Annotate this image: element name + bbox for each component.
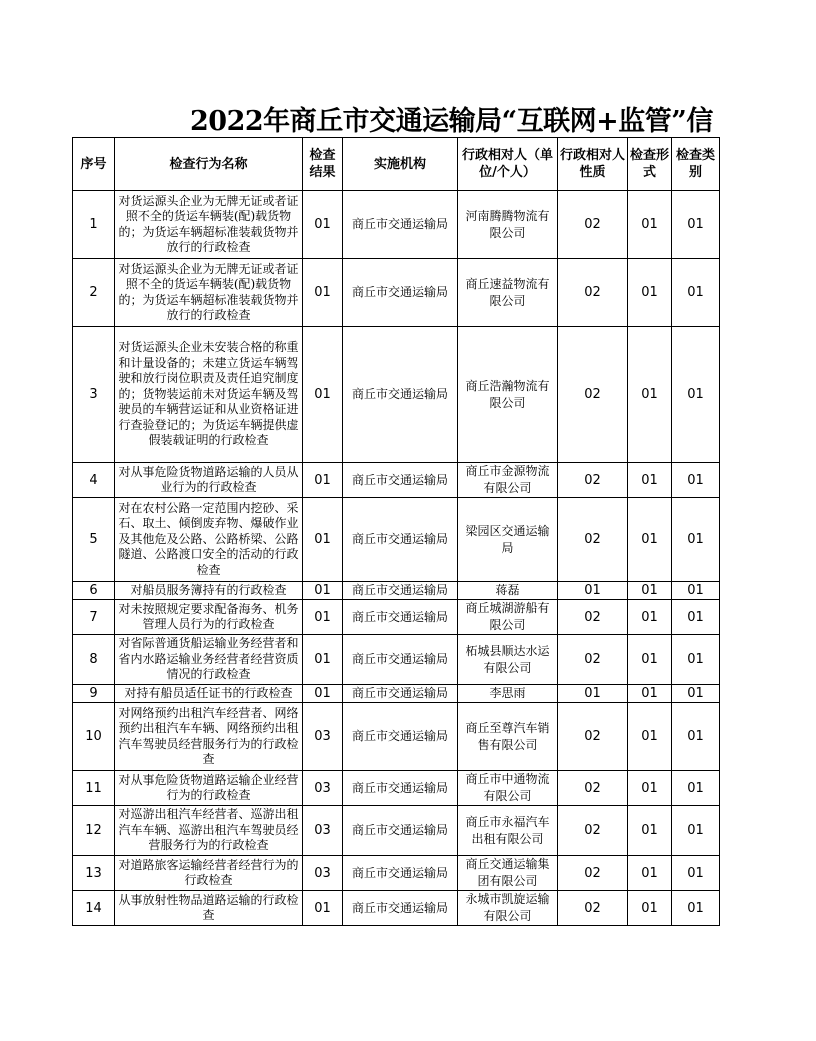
cell-org: 商丘市交通运输局	[343, 498, 458, 582]
cell-form: 01	[628, 856, 672, 891]
cell-category: 01	[672, 600, 720, 635]
cell-org: 商丘市交通运输局	[343, 463, 458, 498]
cell-party: 商丘速益物流有限公司	[458, 259, 558, 327]
cell-org: 商丘市交通运输局	[343, 685, 458, 703]
cell-action: 对省际普通货船运输业务经营者和省内水路运输业务经营者经营资质情况的行政检查	[115, 635, 303, 685]
cell-result: 01	[303, 259, 343, 327]
cell-action: 对持有船员适任证书的行政检查	[115, 685, 303, 703]
cell-seq: 1	[73, 191, 115, 259]
cell-org: 商丘市交通运输局	[343, 327, 458, 463]
cell-seq: 9	[73, 685, 115, 703]
cell-form: 01	[628, 891, 672, 926]
table-row	[73, 703, 720, 771]
cell-action: 对未按照规定要求配备海务、机务管理人员行为的行政检查	[115, 600, 303, 635]
cell-nature: 02	[558, 771, 628, 806]
header-nature: 行政相对人性质	[558, 138, 628, 191]
cell-category: 01	[672, 685, 720, 703]
cell-form: 01	[628, 635, 672, 685]
cell-result: 01	[303, 498, 343, 582]
header-result: 检查结果	[303, 138, 343, 191]
cell-form: 01	[628, 582, 672, 600]
cell-nature: 02	[558, 856, 628, 891]
cell-category: 01	[672, 771, 720, 806]
cell-form: 01	[628, 463, 672, 498]
cell-nature: 02	[558, 463, 628, 498]
cell-seq: 14	[73, 891, 115, 926]
table-row	[73, 806, 720, 856]
cell-action: 对在农村公路一定范围内挖砂、采石、取土、倾倒废弃物、爆破作业及其他危及公路、公路桥梁、公路隧道、公路渡口安全的活动的行政检查	[115, 498, 303, 582]
cell-action: 对货运源头企业为无牌无证或者证照不全的货运车辆装(配)载货物的；为货运车辆超标准装载货物并放行的行政检查	[115, 259, 303, 327]
cell-action: 对货运源头企业为无牌无证或者证照不全的货运车辆装(配)载货物的；为货运车辆超标准装载货物并放行的行政检查	[115, 191, 303, 259]
cell-category: 01	[672, 806, 720, 856]
cell-seq: 6	[73, 582, 115, 600]
cell-party: 商丘交通运输集团有限公司	[458, 856, 558, 891]
inspection-table	[72, 137, 720, 926]
cell-result: 03	[303, 856, 343, 891]
cell-nature: 01	[558, 582, 628, 600]
cell-category: 01	[672, 891, 720, 926]
cell-action: 对从事危险货物道路运输企业经营行为的行政检查	[115, 771, 303, 806]
cell-result: 01	[303, 463, 343, 498]
cell-result: 01	[303, 327, 343, 463]
cell-category: 01	[672, 259, 720, 327]
cell-org: 商丘市交通运输局	[343, 856, 458, 891]
header-seq: 序号	[73, 138, 115, 191]
cell-org: 商丘市交通运输局	[343, 891, 458, 926]
cell-party: 河南腾腾物流有限公司	[458, 191, 558, 259]
cell-party: 商丘市永福汽车出租有限公司	[458, 806, 558, 856]
header-form: 检查形式	[628, 138, 672, 191]
cell-party: 商丘市中通物流有限公司	[458, 771, 558, 806]
cell-party: 永城市凯旋运输有限公司	[458, 891, 558, 926]
cell-result: 01	[303, 191, 343, 259]
cell-org: 商丘市交通运输局	[343, 703, 458, 771]
cell-result: 01	[303, 600, 343, 635]
cell-category: 01	[672, 327, 720, 463]
cell-action: 对巡游出租汽车经营者、巡游出租汽车车辆、巡游出租汽车驾驶员经营服务行为的行政检查	[115, 806, 303, 856]
cell-category: 01	[672, 856, 720, 891]
cell-result: 03	[303, 703, 343, 771]
cell-seq: 10	[73, 703, 115, 771]
cell-action: 对船员服务簿持有的行政检查	[115, 582, 303, 600]
cell-seq: 8	[73, 635, 115, 685]
cell-nature: 02	[558, 259, 628, 327]
cell-result: 01	[303, 891, 343, 926]
cell-party: 商丘浩瀚物流有限公司	[458, 327, 558, 463]
cell-seq: 11	[73, 771, 115, 806]
cell-org: 商丘市交通运输局	[343, 191, 458, 259]
table-row	[73, 891, 720, 926]
document-title: 2022年商丘市交通运输局“互联网+监管”信	[190, 106, 713, 137]
cell-party: 蒋磊	[458, 582, 558, 600]
cell-category: 01	[672, 635, 720, 685]
table-row	[73, 259, 720, 327]
cell-form: 01	[628, 498, 672, 582]
table-row	[73, 191, 720, 259]
cell-seq: 12	[73, 806, 115, 856]
header-action: 检查行为名称	[115, 138, 303, 191]
cell-nature: 02	[558, 498, 628, 582]
cell-form: 01	[628, 685, 672, 703]
cell-form: 01	[628, 191, 672, 259]
cell-nature: 02	[558, 635, 628, 685]
table-row	[73, 463, 720, 498]
table-row	[73, 635, 720, 685]
cell-action: 对货运源头企业未安装合格的称重和计量设备的；未建立货运车辆驾驶和放行岗位职责及责任追究制度的；货物装运前未对货运车辆及驾驶员的车辆营运证和从业资格证进行查验登记的；为货运车辆提供虚假装载证明的行政检查	[115, 327, 303, 463]
cell-action: 对网络预约出租汽车经营者、网络预约出租汽车车辆、网络预约出租汽车驾驶员经营服务行为的行政检查	[115, 703, 303, 771]
cell-form: 01	[628, 771, 672, 806]
cell-nature: 02	[558, 191, 628, 259]
cell-form: 01	[628, 259, 672, 327]
cell-category: 01	[672, 463, 720, 498]
cell-category: 01	[672, 703, 720, 771]
table-row	[73, 856, 720, 891]
cell-seq: 2	[73, 259, 115, 327]
cell-seq: 3	[73, 327, 115, 463]
cell-action: 从事放射性物品道路运输的行政检查	[115, 891, 303, 926]
cell-form: 01	[628, 703, 672, 771]
cell-party: 商丘至尊汽车销售有限公司	[458, 703, 558, 771]
cell-org: 商丘市交通运输局	[343, 259, 458, 327]
cell-org: 商丘市交通运输局	[343, 771, 458, 806]
cell-party: 李思雨	[458, 685, 558, 703]
table-row	[73, 498, 720, 582]
cell-org: 商丘市交通运输局	[343, 600, 458, 635]
header-row	[73, 138, 720, 191]
cell-nature: 02	[558, 327, 628, 463]
cell-result: 03	[303, 771, 343, 806]
cell-form: 01	[628, 600, 672, 635]
cell-party: 商丘城湖游船有限公司	[458, 600, 558, 635]
header-party: 行政相对人（单位/个人）	[458, 138, 558, 191]
cell-nature: 02	[558, 806, 628, 856]
header-category: 检查类别	[672, 138, 720, 191]
cell-nature: 01	[558, 685, 628, 703]
cell-seq: 4	[73, 463, 115, 498]
cell-nature: 02	[558, 703, 628, 771]
table-row	[73, 600, 720, 635]
cell-nature: 02	[558, 600, 628, 635]
cell-nature: 02	[558, 891, 628, 926]
cell-action: 对从事危险货物道路运输的人员从业行为的行政检查	[115, 463, 303, 498]
header-org: 实施机构	[343, 138, 458, 191]
cell-party: 梁园区交通运输局	[458, 498, 558, 582]
cell-result: 03	[303, 806, 343, 856]
cell-org: 商丘市交通运输局	[343, 582, 458, 600]
cell-result: 01	[303, 685, 343, 703]
cell-seq: 7	[73, 600, 115, 635]
cell-result: 01	[303, 582, 343, 600]
table-row	[73, 685, 720, 703]
cell-result: 01	[303, 635, 343, 685]
cell-action: 对道路旅客运输经营者经营行为的行政检查	[115, 856, 303, 891]
cell-org: 商丘市交通运输局	[343, 806, 458, 856]
cell-category: 01	[672, 191, 720, 259]
cell-category: 01	[672, 498, 720, 582]
cell-party: 商丘市金源物流有限公司	[458, 463, 558, 498]
table-row	[73, 582, 720, 600]
cell-seq: 13	[73, 856, 115, 891]
cell-form: 01	[628, 327, 672, 463]
cell-form: 01	[628, 806, 672, 856]
cell-category: 01	[672, 582, 720, 600]
cell-party: 柘城县顺达水运有限公司	[458, 635, 558, 685]
table-row	[73, 771, 720, 806]
table-row	[73, 327, 720, 463]
cell-org: 商丘市交通运输局	[343, 635, 458, 685]
cell-seq: 5	[73, 498, 115, 582]
